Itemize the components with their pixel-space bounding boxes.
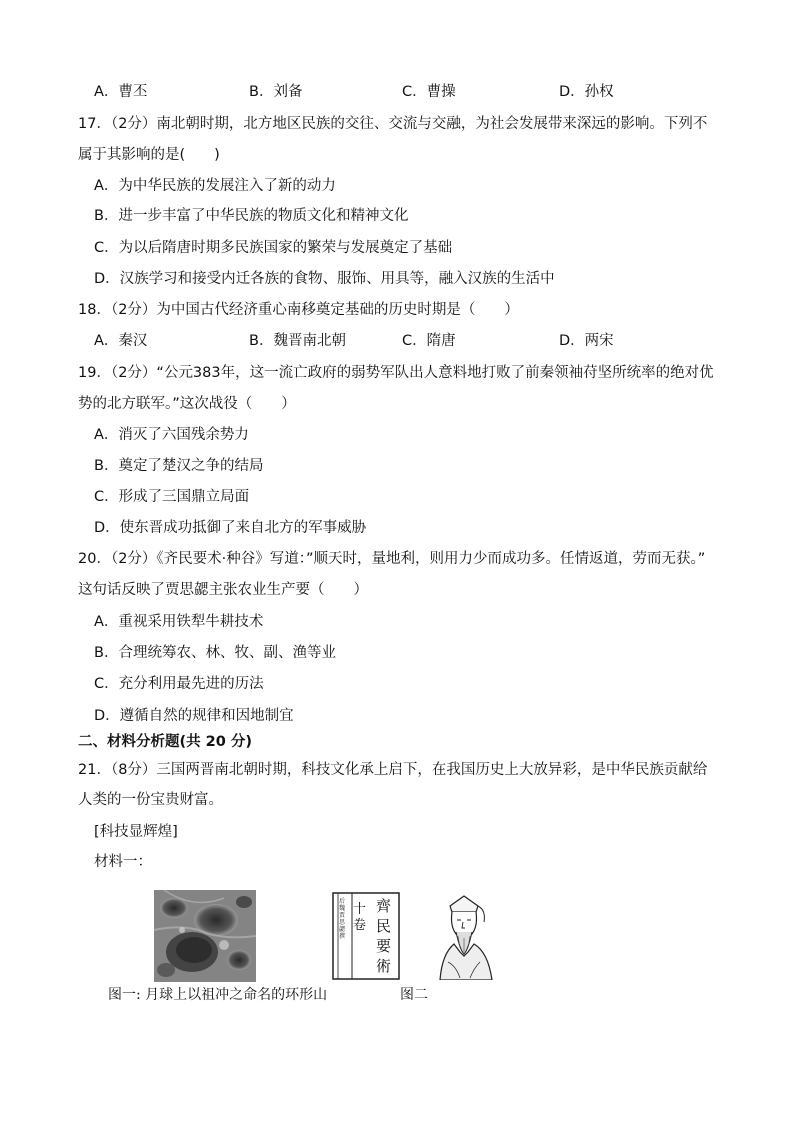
q17-option-a: A．为中华民族的发展注入了新的动力 xyxy=(94,178,336,194)
q19-option-d: D．使东晋成功抵御了来自北方的军事威胁 xyxy=(94,520,367,536)
q19-stem-line2: 势的北方联军。”这次战役（ ） xyxy=(78,396,296,412)
q20-stem-line2: 这句话反映了贾思勰主张农业生产要（ ） xyxy=(78,582,368,598)
book-cover-image xyxy=(332,892,400,980)
q17-option-b: B．进一步丰富了中华民族的物质文化和精神文化 xyxy=(94,208,409,224)
q20-option-c: C．充分利用最先进的历法 xyxy=(94,676,264,692)
q21-stem-line2: 人类的一份宝贵财富。 xyxy=(78,792,223,808)
q20-option-a: A．重视采用铁犁牛耕技术 xyxy=(94,614,264,630)
q18-option-a: A．秦汉 xyxy=(94,333,148,349)
q20-option-b: B．合理统筹农、林、牧、副、渔等业 xyxy=(94,645,336,661)
figure1-caption: 图一: 月球上以祖冲之命名的环形山 xyxy=(108,987,328,1003)
q21-stem-line1: 21．（8分）三国两晋南北朝时期，科技文化承上启下，在我国历史上大放异彩，是中华民族贡献给 xyxy=(78,762,708,778)
q21-material-label: 材料一： xyxy=(94,854,152,870)
q18-stem: 18．（2分）为中国古代经济重心南移奠定基础的历史时期是（ ） xyxy=(78,302,519,318)
moon-crater-image xyxy=(154,890,256,982)
portrait-sketch-image xyxy=(430,892,498,980)
q20-option-d: D．遵循自然的规律和因地制宜 xyxy=(94,708,294,724)
q16-option-b: B．刘备 xyxy=(249,84,303,100)
q21-subtitle: [科技显辉煌] xyxy=(94,824,178,840)
q17-option-c: C．为以后隋唐时期多民族国家的繁荣与发展奠定了基础 xyxy=(94,240,453,256)
q20-stem-line1: 20．（2分）《齐民要术·种谷》写道：”顺天时，量地利，则用力少而成功多。任情返道，劳而无获。” xyxy=(78,551,706,567)
q16-option-a: A．曹丕 xyxy=(94,84,148,100)
q17-stem-line2: 属于其影响的是( ) xyxy=(78,147,220,163)
book-small-vertical-text: 后魏贾思勰撰 xyxy=(339,898,346,940)
section-title: 二、材料分析题(共 20 分) xyxy=(78,734,253,750)
q16-option-d: D．孙权 xyxy=(559,84,614,100)
q18-option-d: D．两宋 xyxy=(559,333,614,349)
q18-option-c: C．隋唐 xyxy=(402,333,456,349)
q19-stem-line1: 19．（2分）“公元383年，这一流亡政府的弱势军队出人意料地打败了前秦领袖苻坚所统率的绝对优 xyxy=(78,365,714,381)
q16-option-c: C．曹操 xyxy=(402,84,456,100)
book-title-text: 齊民要術 xyxy=(376,897,392,975)
q19-option-a: A．消灭了六国残余势力 xyxy=(94,427,249,443)
q19-option-c: C．形成了三国鼎立局面 xyxy=(94,489,250,505)
q17-option-d: D．汉族学习和接受内迁各族的食物、服饰、用具等，融入汉族的生活中 xyxy=(94,271,555,287)
q19-option-b: B．奠定了楚汉之争的结局 xyxy=(94,458,264,474)
q18-option-b: B．魏晋南北朝 xyxy=(249,333,346,349)
book-volume-text: 十卷 xyxy=(353,902,367,933)
figure2-caption: 图二 xyxy=(400,987,428,1003)
q17-stem-line1: 17．（2分）南北朝时期，北方地区民族的交往、交流与交融，为社会发展带来深远的影响。下列不 xyxy=(78,116,708,132)
